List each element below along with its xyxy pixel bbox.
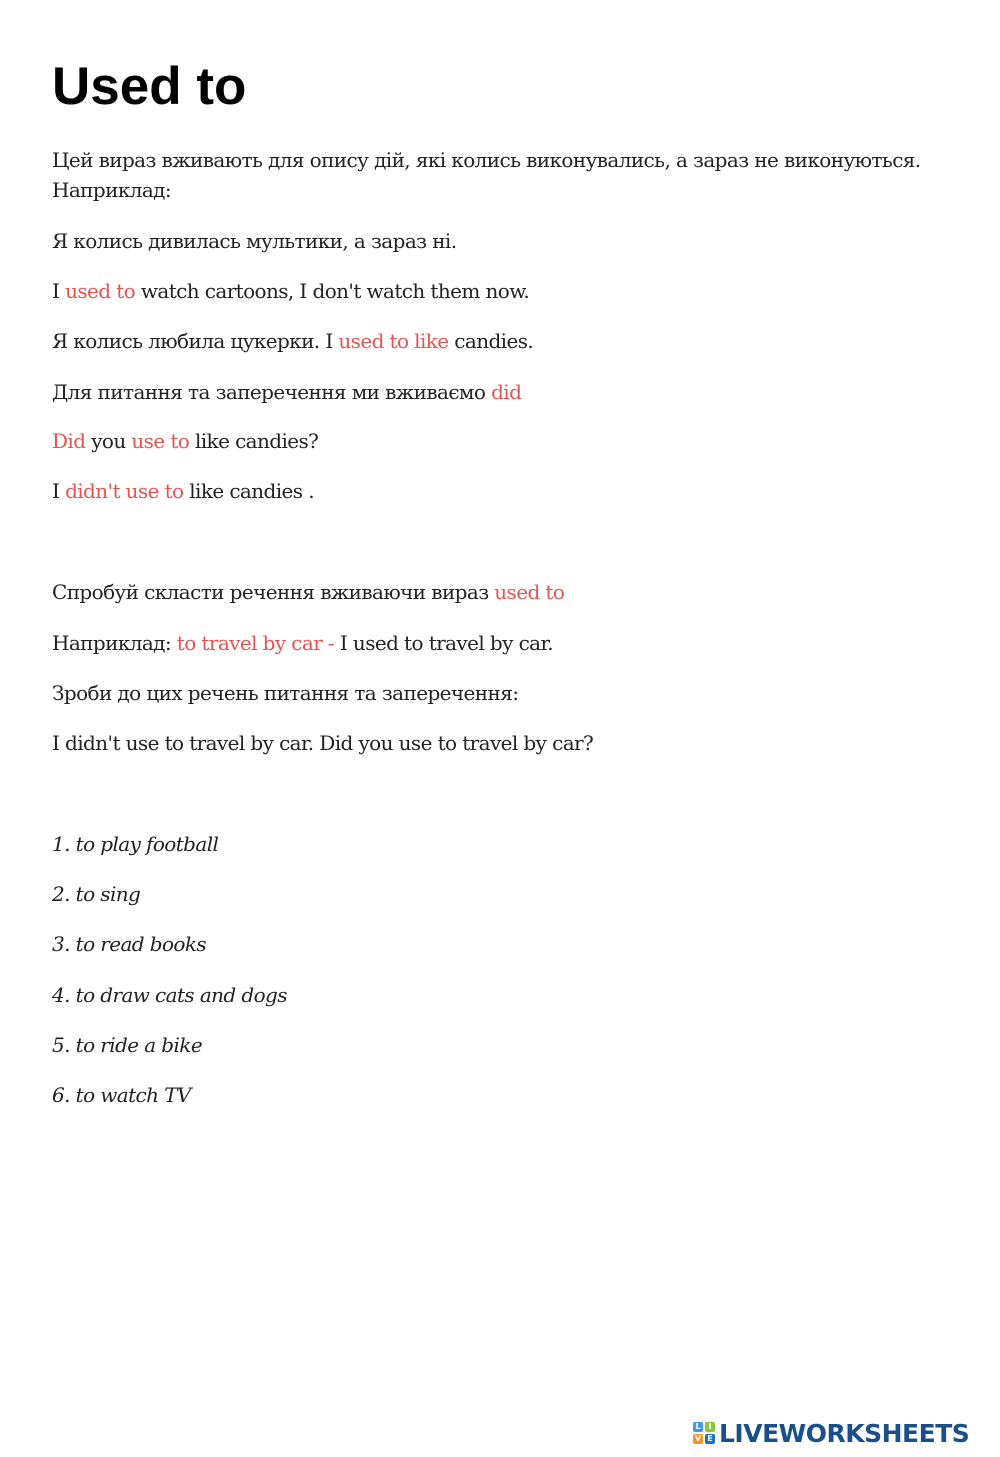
text: Для питання та заперечення ми вживаємо [52, 380, 492, 404]
page-title: Used to [52, 57, 247, 116]
text: you [85, 429, 132, 453]
intro-text: Цей вираз вживають для опису дій, які колись виконувались, а зараз не виконуються. [52, 148, 921, 172]
task-questions-example [52, 728, 593, 758]
text: like candies? [189, 429, 319, 453]
highlight-used-to-like: used to like [338, 329, 449, 353]
logo-text: LIVEWORKSHEETS [719, 1418, 970, 1448]
logo-letter: L [693, 1422, 703, 1432]
task-questions-instruction [52, 678, 518, 708]
sentence-question-negation-rule [52, 377, 521, 407]
liveworksheets-logo [693, 1418, 969, 1448]
intro-example-label: Наприклад: [52, 178, 172, 202]
text: Я колись дивилась мультики, а зараз ні. [52, 229, 457, 253]
task-example [52, 628, 553, 658]
sentence-candies [52, 326, 533, 356]
exercise-item: 6. to watch TV [52, 1083, 191, 1107]
text: Я колись любила цукерки. I [52, 329, 339, 353]
exercise-item: 2. to sing [52, 882, 141, 906]
logo-letter: E [705, 1434, 715, 1444]
highlight-used-to: used to [65, 279, 136, 303]
text: Наприклад: [52, 631, 177, 655]
exercise-item: 5. to ride a bike [52, 1033, 203, 1057]
highlight-use-to: use to [131, 429, 190, 453]
exercise-item: 3. to read books [52, 932, 207, 956]
text: I didn't use to travel by car. Did you use to travel by car? [52, 731, 594, 755]
text: I used to travel by car. [339, 631, 554, 655]
text: watch cartoons, I don't watch them now. [135, 279, 530, 303]
text: Спробуй скласти речення вживаючи вираз [52, 580, 495, 604]
sentence-negation-example [52, 476, 314, 506]
highlight-did: Did [52, 429, 86, 453]
logo-letter: V [694, 1434, 702, 1443]
task-instruction [52, 577, 564, 607]
text: Зроби до цих речень питання та заперечення: [52, 681, 519, 705]
sentence-ukrainian-cartoons [52, 226, 457, 256]
sentence-used-to-cartoons [52, 276, 529, 306]
text: candies. [448, 329, 534, 353]
sentence-question-example [52, 426, 318, 456]
text: like candies . [183, 479, 314, 503]
highlight-to-travel-by-car: to travel by car - [176, 631, 340, 655]
exercise-item: 1. to play football [52, 832, 219, 856]
highlight-didnt-use-to: didn't use to [65, 479, 184, 503]
liveworksheets-logo-icon [693, 1422, 715, 1444]
highlight-used-to: used to [494, 580, 565, 604]
logo-letter: I [705, 1422, 715, 1432]
text: I [52, 479, 66, 503]
text: I [52, 279, 66, 303]
highlight-did: did [491, 380, 522, 404]
intro-paragraph [52, 145, 952, 205]
exercise-item: 4. to draw cats and dogs [52, 983, 287, 1007]
